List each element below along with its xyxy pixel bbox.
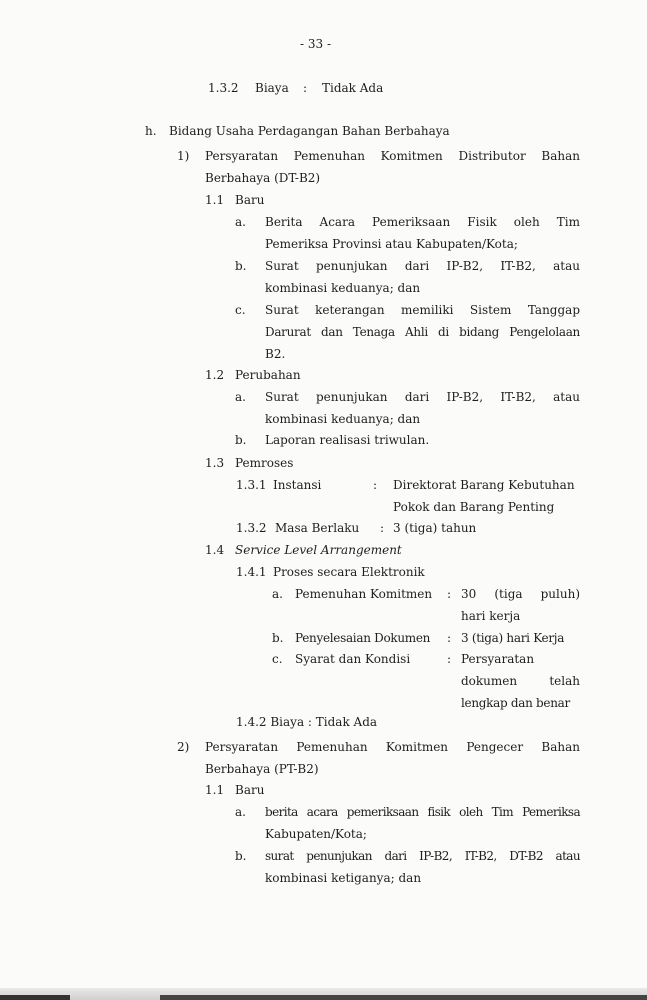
sla-b-label: Penyelesaian Dokumen [295,631,431,645]
item2-title-line2: Berbahaya (PT-B2) [205,762,319,776]
item1-baru-b-line2: kombinasi keduanya; dan [265,281,421,295]
sla-c-colon: : [447,652,452,666]
text: dokumen telah [461,674,580,688]
item1-baru-b-marker: b. [235,259,247,273]
text: Darurat dan Tenaga Ahli di bidang Pengelolaan [265,325,580,339]
sla-b-value: 3 (tiga) hari Kerja [461,631,565,645]
page-number: - 33 - [300,37,332,51]
masa-colon: : [380,521,385,535]
sla-c-value-line1: Persyaratan [461,652,535,666]
item1-pemroses-num: 1.3 [205,456,225,470]
item2-baru-label: Baru [235,783,265,797]
item1-pemroses-label: Pemroses [235,456,294,470]
elektronik-label: Proses secara Elektronik [273,565,425,579]
instansi-num: 1.3.1 [236,478,267,492]
sla-a-colon: : [447,587,452,601]
item1-baru-c-line2 [265,324,580,340]
sla-c-value-line3: lengkap dan benar [461,696,570,710]
item1-perubahan-label: Perubahan [235,368,301,382]
sla-a-label: Pemenuhan Komitmen [295,587,433,601]
masa-value: 3 (tiga) tahun [393,521,477,535]
sla-a-value-line2: hari kerja [461,609,521,623]
instansi-label: Instansi [273,478,322,492]
item2-baru-a-line2: Kabupaten/Kota; [265,827,367,841]
sla-c-marker: c. [272,652,283,666]
text: Surat keterangan memiliki Sistem Tanggap [265,303,580,317]
item1-baru-a-line1 [265,214,580,230]
sla-a-value-line1 [461,586,580,602]
item2-marker: 2) [177,740,190,754]
sla-num: 1.4 [205,543,225,557]
item1-baru-a-marker: a. [235,215,246,229]
item1-baru-c-line3: B2. [265,347,286,361]
scan-bottom-edge [0,988,647,1000]
instansi-value-line2: Pokok dan Barang Penting [393,500,555,514]
item1-title-line1 [205,148,580,164]
item2-baru-b-line1 [265,848,580,864]
item1-baru-c-marker: c. [235,303,246,317]
scan-shadow [160,995,647,1000]
elektronik-num: 1.4.1 [236,565,267,579]
prev-biaya-num: 1.3.2 [208,81,239,95]
instansi-colon: : [373,478,378,492]
sla-b-colon: : [447,631,452,645]
item1-marker: 1) [177,149,190,163]
prev-biaya-value: Tidak Ada [322,81,384,95]
sla-label: Service Level Arrangement [235,543,402,557]
masa-label: Masa Berlaku [275,521,360,535]
sla-a-marker: a. [272,587,283,601]
item1-perubahan-b-line1: Laporan realisasi triwulan. [265,433,430,447]
prev-biaya-label: Biaya [255,81,289,95]
section-h-title: Bidang Usaha Perdagangan Bahan Berbahaya [169,124,450,138]
prev-biaya-colon: : [303,81,308,95]
item1-baru-a-line2: Pemeriksa Provinsi atau Kabupaten/Kota; [265,237,518,251]
item1-baru-b-line1 [265,258,580,274]
sla-b-marker: b. [272,631,284,645]
text: Surat penunjukan dari IP-B2, IT-B2, atau [265,390,580,404]
item2-title-line1 [205,739,580,755]
item1-title-line2: Berbahaya (DT-B2) [205,171,321,185]
item2-baru-b-marker: b. [235,849,247,863]
text: Persyaratan Pemenuhan Komitmen Distributor Bahan [205,149,580,163]
item2-baru-num: 1.1 [205,783,225,797]
instansi-value-line1: Direktorat Barang Kebutuhan [393,478,575,492]
item1-perubahan-b-marker: b. [235,433,247,447]
scan-shadow [0,995,70,1000]
text: Persyaratan Pemenuhan Komitmen Pengecer Bahan [205,740,580,754]
item1-perubahan-a-line1 [265,389,580,405]
sla-c-label: Syarat dan Kondisi [295,652,411,666]
section-h-marker: h. [145,124,157,138]
sla-c-value-line2 [461,673,580,689]
item1-perubahan-num: 1.2 [205,368,225,382]
item1-perubahan-a-marker: a. [235,390,246,404]
item1-perubahan-a-line2: kombinasi keduanya; dan [265,412,421,426]
item1-baru-num: 1.1 [205,193,225,207]
text: Surat penunjukan dari IP-B2, IT-B2, atau [265,259,580,273]
item2-baru-a-line1 [265,804,580,820]
masa-num: 1.3.2 [236,521,267,535]
item1-baru-label: Baru [235,193,265,207]
sla-biaya: 1.4.2 Biaya : Tidak Ada [236,715,378,729]
item2-baru-b-line2: kombinasi ketiganya; dan [265,871,422,885]
text: berita acara pemeriksaan fisik oleh Tim Pemeriksa [265,805,580,819]
text: surat penunjukan dari IP-B2, IT-B2, DT-B2 atau [265,849,580,863]
item1-baru-c-line1 [265,302,580,318]
text: 30 (tiga puluh) [461,587,580,601]
item2-baru-a-marker: a. [235,805,246,819]
text: Berita Acara Pemeriksaan Fisik oleh Tim [265,215,580,229]
